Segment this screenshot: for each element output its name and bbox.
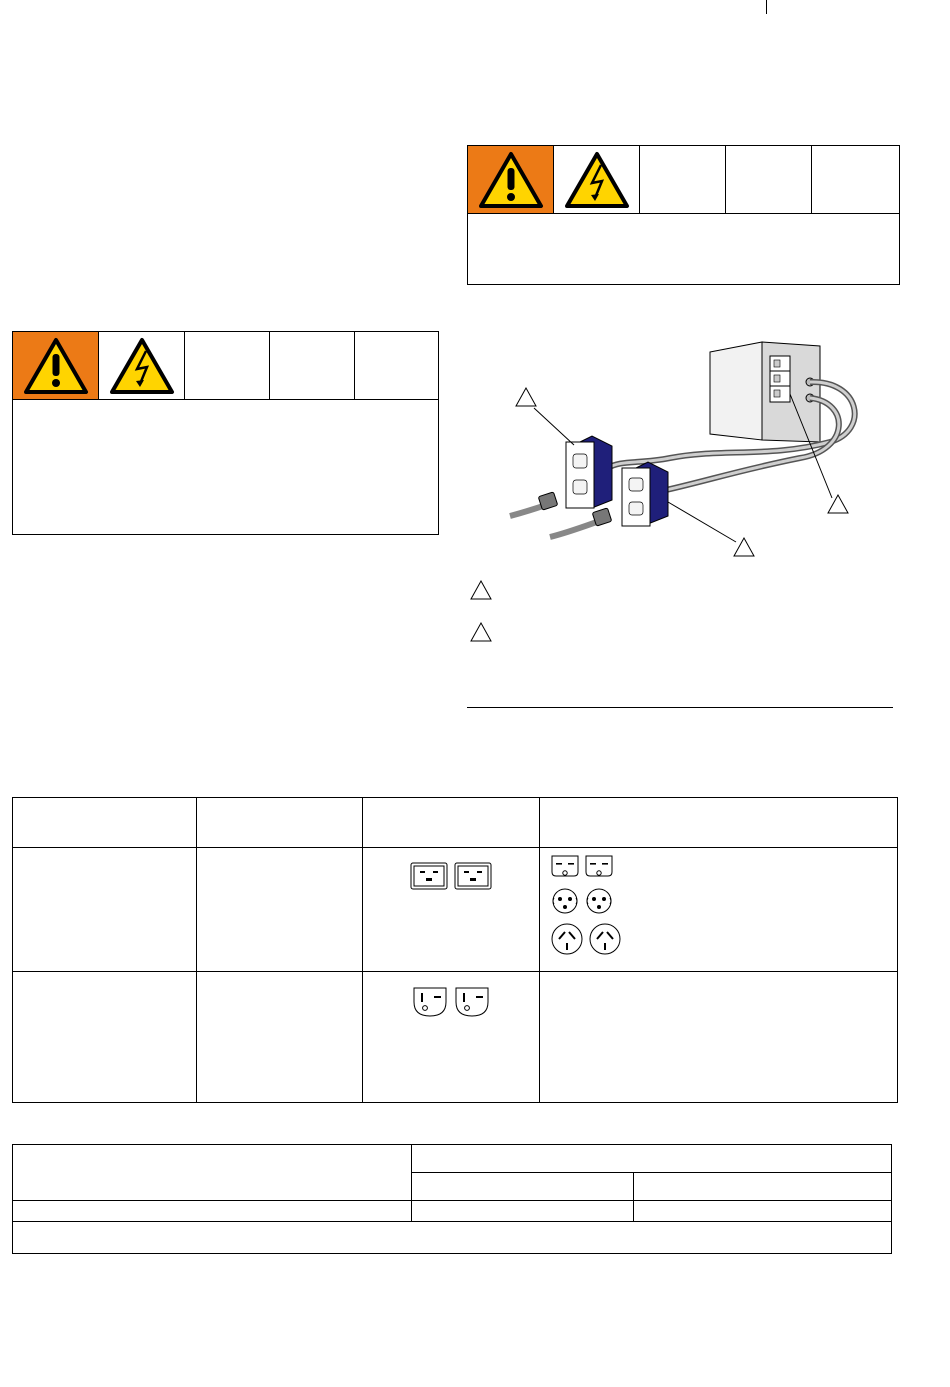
table-row	[13, 1201, 892, 1222]
circuit-figure	[470, 330, 890, 570]
callout-triangle	[734, 538, 754, 556]
table-cell	[540, 848, 898, 972]
nema-outlet-icon	[454, 986, 490, 1018]
electrical-warning-box	[12, 331, 439, 535]
table-header-cell	[411, 1173, 634, 1201]
warning-column	[355, 332, 438, 399]
callout-triangle	[828, 495, 848, 513]
table-cell	[411, 1201, 634, 1222]
electrical-warning-box	[467, 145, 900, 285]
general-warning-icon	[468, 146, 554, 213]
receptacle-outlet	[566, 436, 612, 508]
warning-column	[185, 332, 270, 399]
warning-column	[270, 332, 355, 399]
table-header-cell	[363, 798, 540, 848]
table-cell	[13, 848, 197, 972]
warning-body	[468, 214, 899, 226]
table-header-cell	[411, 1145, 891, 1173]
table-cell	[363, 972, 540, 1103]
table-cell	[13, 1201, 412, 1222]
table-cell	[13, 972, 197, 1103]
figure-legend-item	[470, 580, 500, 600]
table-cell	[540, 972, 898, 1103]
figure-legend-item	[470, 622, 500, 642]
warning-column	[726, 146, 812, 213]
table-header-cell	[540, 798, 898, 848]
flat-pin-plug-icon	[550, 854, 887, 880]
circuit-illustration	[470, 330, 890, 570]
electric-shock-icon	[99, 332, 185, 399]
table-footnote	[13, 1222, 892, 1254]
iec-c20-outlet-icon	[454, 862, 492, 890]
warning-column	[640, 146, 726, 213]
table-header-cell	[196, 798, 363, 848]
warning-column	[812, 146, 899, 213]
iec-c20-outlet-icon	[410, 862, 448, 890]
table-header-cell	[13, 798, 197, 848]
warning-body	[13, 400, 438, 412]
table-cell	[196, 848, 363, 972]
electric-shock-icon	[554, 146, 640, 213]
receptacle-outlet	[622, 462, 668, 526]
callout-triangle	[516, 388, 536, 406]
table-header-row	[13, 798, 898, 848]
warning-header-row	[468, 146, 899, 214]
section-divider	[467, 707, 893, 708]
angled-pin-plug-icon	[550, 922, 887, 956]
outlet-table	[12, 797, 898, 1103]
general-warning-icon	[13, 332, 99, 399]
table-footnote-row	[13, 1222, 892, 1254]
table-header-cell	[634, 1173, 892, 1201]
warning-header-row	[13, 332, 438, 400]
table-header-cell	[13, 1145, 412, 1201]
table-header-row	[13, 1145, 892, 1173]
table-row	[13, 848, 898, 972]
table-row	[13, 972, 898, 1103]
callout-triangle-icon	[470, 622, 492, 642]
callout-triangle-icon	[470, 580, 492, 600]
schuko-plug-icon	[550, 886, 887, 916]
crop-mark	[766, 0, 767, 14]
table-cell	[196, 972, 363, 1103]
spec-table	[12, 1144, 892, 1254]
table-cell	[634, 1201, 892, 1222]
nema-outlet-icon	[412, 986, 448, 1018]
table-cell	[363, 848, 540, 972]
